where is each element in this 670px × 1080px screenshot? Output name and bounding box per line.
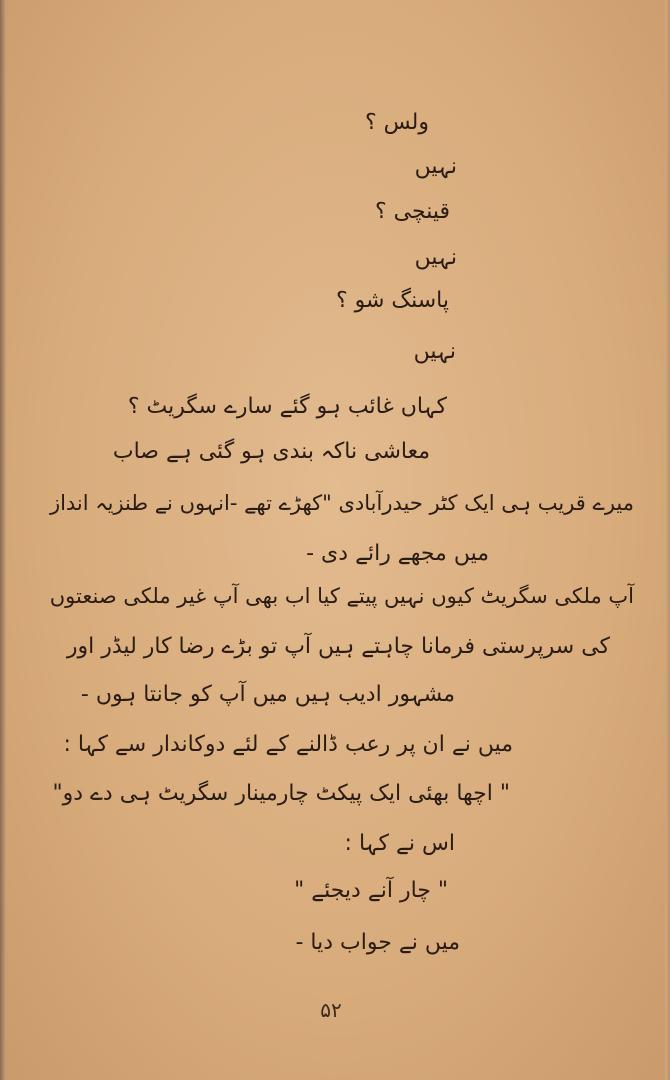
text-line-13: مشہور ادیب ہیں میں آپ کو جانتا ہوں - — [80, 682, 455, 707]
text-line-9: میرے قریب ہی ایک کٹر حیدرآبادی "کھڑے تھے -انہوں نے طنزیہ انداز — [49, 491, 634, 515]
text-line-1: ولس ؟ — [364, 110, 429, 135]
text-line-17: " چار آنے دیجئے " — [294, 878, 448, 903]
text-line-6: نہیں — [413, 339, 456, 364]
page-edge-right — [665, 0, 670, 1080]
text-line-11: آپ ملکی سگریٹ کیوں نہیں پیتے کیا اب بھی آپ غیر ملکی صنعتوں — [49, 584, 634, 608]
text-line-7: کہاں غائب ہو گئے سارے سگریٹ ؟ — [127, 394, 447, 419]
text-line-14: میں نے ان پر رعب ڈالنے کے لئے دوکاندار سے کہا : — [63, 732, 513, 757]
page-edge-left — [0, 0, 6, 1080]
text-line-2: نہیں — [414, 154, 457, 179]
text-line-15: " اچھا بھئی ایک پیکٹ چارمینار سگریٹ ہی دے دو" — [52, 781, 510, 806]
text-line-18: میں نے جواب دیا - — [295, 930, 460, 955]
text-line-8: معاشی ناکہ بندی ہو گئی ہے صاب — [112, 439, 430, 464]
page-number: ۵۲ — [320, 998, 342, 1022]
text-line-16: اس نے کہا : — [344, 831, 455, 856]
text-line-10: میں مجھے رائے دی - — [306, 541, 489, 566]
text-line-4: نہیں — [414, 245, 457, 270]
text-line-5: پاسنگ شو ؟ — [335, 288, 449, 313]
text-line-3: قینچی ؟ — [374, 199, 450, 224]
text-line-12: کی سرپرستی فرمانا چاہتے ہیں آپ تو بڑے رضا کار لیڈر اور — [66, 634, 610, 659]
